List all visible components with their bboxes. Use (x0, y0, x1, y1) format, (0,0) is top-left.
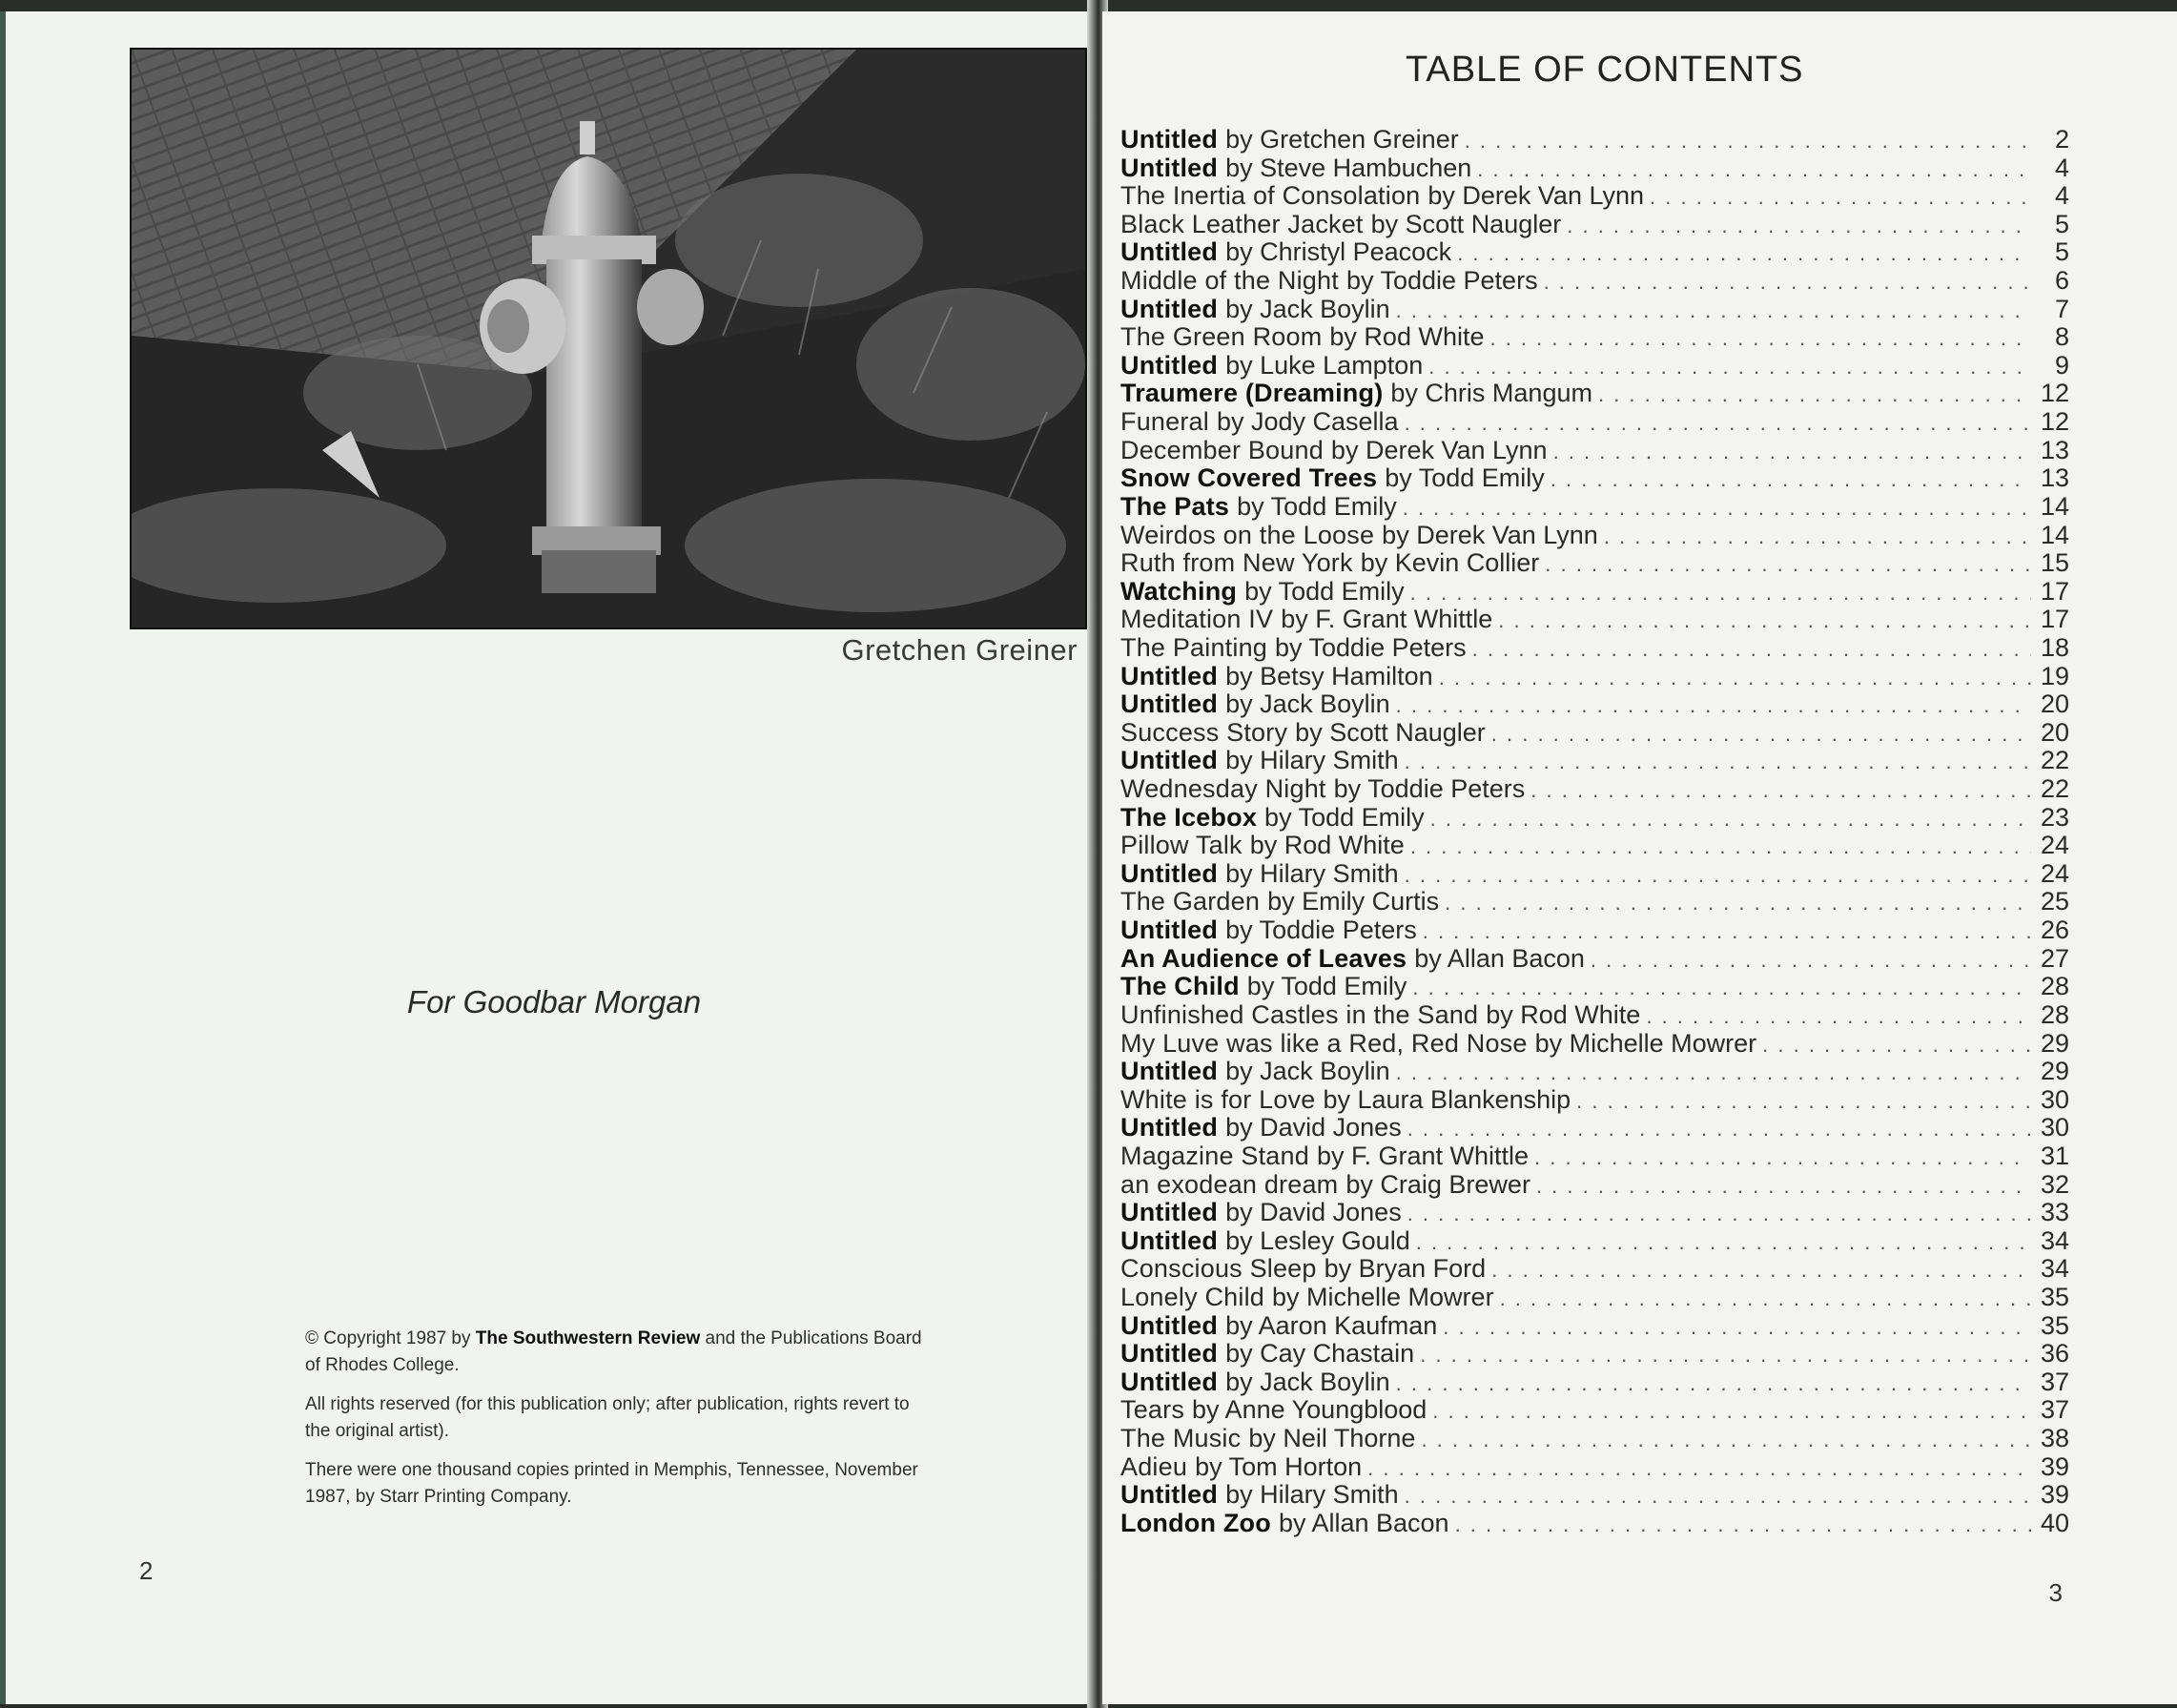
toc-entry (1120, 380, 2069, 408)
toc-entry-author: by Rod White (1329, 322, 1485, 352)
toc-entry-author: by Derek Van Lynn (1330, 435, 1548, 464)
toc-entry-author: by Toddie Peters (1225, 916, 1417, 945)
toc-leader-dots (1477, 155, 2031, 184)
toc-leader-dots (1420, 1341, 2031, 1369)
toc-leader-dots (1576, 1087, 2031, 1116)
toc-title: TABLE OF CONTENTS (1406, 50, 1804, 90)
toc-entry-author: by Toddie Peters (1345, 266, 1538, 296)
toc-entry-author: by Todd Emily (1385, 463, 1545, 493)
toc-entry-author: by Gretchen Greiner (1225, 125, 1459, 154)
toc-entry (1120, 126, 2069, 154)
toc-leader-dots (1534, 1143, 2031, 1172)
fire-hydrant-photo (130, 48, 1087, 629)
toc-entry-page: 38 (2040, 1424, 2069, 1453)
toc-entry-page: 29 (2040, 1057, 2069, 1086)
toc-entry-page: 39 (2040, 1480, 2069, 1510)
toc-entry (1120, 1227, 2069, 1256)
toc-entry-page: 17 (2040, 605, 2069, 634)
toc-entry-author: by Lesley Gould (1225, 1225, 1410, 1255)
toc-leader-dots (1396, 691, 2031, 720)
toc-leader-dots (1396, 1059, 2031, 1087)
toc-entry-author: by Jack Boylin (1225, 1057, 1390, 1086)
toc-entry (1120, 888, 2069, 916)
toc-leader-dots (1472, 635, 2031, 664)
toc-entry (1120, 182, 2069, 211)
toc-leader-dots (1604, 523, 2031, 551)
toc-leader-dots (1650, 183, 2031, 212)
toc-entry-author: by Jack Boylin (1225, 294, 1390, 323)
toc-leader-dots (1455, 1511, 2031, 1539)
toc-entry-author: by Rod White (1249, 831, 1405, 860)
toc-entry-page: 36 (2040, 1339, 2069, 1368)
toc-entry-author: by Cay Chastain (1225, 1339, 1415, 1368)
toc-leader-dots (1405, 1482, 2031, 1511)
toc-entry-page: 20 (2040, 689, 2069, 719)
toc-entry-title: Adieu (1120, 1451, 1188, 1481)
toc-entry-title: The Painting (1120, 632, 1267, 662)
toc-entry (1120, 1114, 2069, 1142)
toc-entry-title: Tears (1120, 1395, 1185, 1425)
toc-leader-dots (1405, 748, 2031, 776)
toc-entry-author: by Derek Van Lynn (1382, 520, 1598, 549)
toc-entry (1120, 1142, 2069, 1171)
toc-entry-page: 14 (2040, 520, 2069, 549)
toc-entry-page: 26 (2040, 916, 2069, 945)
toc-entry-author: by Craig Brewer (1345, 1169, 1530, 1199)
toc-entry-title: Untitled (1120, 1225, 1219, 1255)
toc-entry-page: 12 (2040, 407, 2069, 437)
toc-entry (1120, 1284, 2069, 1312)
toc-entry-page: 35 (2040, 1310, 2069, 1340)
toc-entry-page: 37 (2040, 1395, 2069, 1425)
toc-leader-dots (1423, 917, 2031, 946)
toc-entry-title: The Garden (1120, 887, 1261, 916)
toc-entry-title: Snow Covered Trees (1120, 463, 1378, 493)
toc-entry-title: The Music (1120, 1424, 1242, 1453)
toc-entry (1120, 464, 2069, 493)
toc-entry-author: by Anne Youngblood (1192, 1395, 1427, 1425)
toc-entry (1120, 860, 2069, 889)
toc-entry (1120, 1340, 2069, 1368)
toc-leader-dots (1410, 833, 2031, 861)
toc-entry-title: Meditation IV (1120, 605, 1274, 634)
toc-entry-title: Untitled (1120, 1367, 1219, 1396)
toc-leader-dots (1591, 946, 2031, 975)
toc-leader-dots (1553, 438, 2031, 466)
toc-entry-author: by Steve Hambuchen (1225, 153, 1472, 182)
toc-entry (1120, 1481, 2069, 1510)
toc-entry-author: by Allan Bacon (1414, 943, 1585, 973)
toc-entry-page: 14 (2040, 491, 2069, 521)
toc-leader-dots (1396, 297, 2031, 325)
toc-entry-author: by Todd Emily (1264, 802, 1425, 832)
toc-entry (1120, 1255, 2069, 1284)
toc-entry-title: Funeral (1120, 407, 1209, 437)
toc-leader-dots (1498, 607, 2031, 635)
toc-entry-author: by Toddie Peters (1333, 774, 1526, 804)
toc-leader-dots (1439, 664, 2031, 692)
toc-entry-author: by Laura Blankenship (1323, 1084, 1571, 1114)
toc-entry-title: Middle of the Night (1120, 266, 1339, 296)
toc-entry-author: by Hilary Smith (1225, 858, 1399, 888)
toc-entry (1120, 747, 2069, 775)
toc-leader-dots (1491, 720, 2031, 749)
toc-entry-author: by Jack Boylin (1225, 689, 1390, 719)
toc-entry-title: The Inertia of Consolation (1120, 181, 1421, 211)
toc-entry-title: Untitled (1120, 858, 1219, 888)
toc-entry (1120, 1510, 2069, 1538)
toc-entry (1120, 238, 2069, 267)
toc-entry-page: 15 (2040, 548, 2069, 578)
toc-entry-author: by Betsy Hamilton (1225, 661, 1433, 690)
copyright-block (305, 1326, 934, 1523)
toc-entry-title: Ruth from New York (1120, 548, 1353, 578)
copyright-line (305, 1326, 934, 1379)
toc-entry-page: 18 (2040, 632, 2069, 662)
toc-entry-title: The Green Room (1120, 322, 1323, 352)
toc-entry-title: an exodean dream (1120, 1169, 1339, 1199)
toc-entry-page: 40 (2040, 1508, 2069, 1537)
toc-leader-dots (1457, 239, 2031, 268)
toc-entry-title: Untitled (1120, 1198, 1219, 1227)
toc-entry (1120, 1312, 2069, 1341)
toc-entry-page: 22 (2040, 774, 2069, 804)
toc-leader-dots (1491, 1256, 2031, 1285)
toc-entry-title: The Icebox (1120, 802, 1258, 832)
toc-entry-title: Untitled (1120, 1113, 1219, 1142)
toc-entry-page: 37 (2040, 1367, 2069, 1396)
toc-entry (1120, 1171, 2069, 1200)
toc-entry (1120, 1453, 2069, 1482)
toc-entry-author: by Tom Horton (1195, 1451, 1363, 1481)
toc-entry-page: 20 (2040, 717, 2069, 747)
toc-entry-page: 31 (2040, 1141, 2069, 1170)
toc-entry (1120, 408, 2069, 437)
toc-entry-title: Conscious Sleep (1120, 1254, 1317, 1284)
toc-entry-title: Untitled (1120, 1057, 1219, 1086)
toc-entry (1120, 549, 2069, 578)
toc-leader-dots (1432, 1397, 2031, 1426)
toc-entry-author: by Derek Van Lynn (1427, 181, 1645, 211)
toc-entry (1120, 323, 2069, 352)
toc-entry-title: Weirdos on the Loose (1120, 520, 1375, 549)
toc-leader-dots (1405, 409, 2031, 438)
table-of-contents (1120, 126, 2069, 1537)
toc-entry (1120, 1001, 2069, 1030)
toc-entry-author: by Michelle Mowrer (1534, 1028, 1757, 1058)
toc-leader-dots (1396, 1369, 2031, 1398)
toc-entry-title: My Luve was like a Red, Red Nose (1120, 1028, 1528, 1058)
toc-entry-page: 8 (2054, 322, 2069, 352)
left-page (0, 11, 1097, 1704)
dedication: For Goodbar Morgan (406, 984, 702, 1019)
toc-leader-dots (1428, 353, 2031, 381)
toc-entry (1120, 1396, 2069, 1425)
toc-entry-page: 12 (2040, 379, 2069, 408)
toc-entry-author: by Rod White (1486, 999, 1641, 1029)
toc-leader-dots (1443, 1313, 2031, 1342)
toc-entry (1120, 211, 2069, 239)
toc-entry-page: 9 (2054, 350, 2069, 380)
toc-entry-title: Wednesday Night (1120, 774, 1326, 804)
toc-leader-dots (1646, 1002, 2031, 1031)
toc-entry (1120, 1030, 2069, 1059)
toc-entry-page: 4 (2054, 181, 2069, 211)
toc-entry-title: White is for Love (1120, 1084, 1316, 1114)
copyright-prefix: © Copyright 1987 by (305, 1328, 471, 1348)
toc-entry-page: 30 (2040, 1084, 2069, 1114)
toc-entry-author: by Scott Naugler (1295, 717, 1486, 747)
toc-leader-dots (1405, 861, 2031, 890)
toc-entry-page: 2 (2054, 125, 2069, 154)
toc-entry-page: 23 (2040, 802, 2069, 832)
toc-leader-dots (1465, 127, 2031, 155)
toc-entry-title: Untitled (1120, 689, 1219, 719)
toc-entry-author: by Kevin Collier (1360, 548, 1540, 578)
toc-entry-author: by Michelle Mowrer (1272, 1282, 1494, 1311)
toc-entry-author: by F. Grant Whittle (1281, 605, 1493, 634)
toc-leader-dots (1407, 1200, 2031, 1228)
toc-entry-title: Traumere (Dreaming) (1120, 379, 1384, 408)
toc-entry-author: by Toddie Peters (1275, 632, 1467, 662)
toc-entry-title: Untitled (1120, 1310, 1219, 1340)
toc-entry-title: The Child (1120, 972, 1240, 1001)
toc-leader-dots (1762, 1031, 2031, 1060)
toc-entry-page: 32 (2040, 1169, 2069, 1199)
toc-entry-title: Untitled (1120, 350, 1219, 380)
toc-entry-title: Untitled (1120, 294, 1219, 323)
toc-entry-title: Untitled (1120, 237, 1219, 267)
toc-leader-dots (1530, 776, 2031, 805)
toc-entry-title: The Pats (1120, 491, 1230, 521)
toc-entry (1120, 804, 2069, 833)
toc-entry-author: by Jody Casella (1216, 407, 1399, 437)
toc-entry (1120, 1199, 2069, 1227)
toc-entry-title: Untitled (1120, 661, 1219, 690)
toc-leader-dots (1403, 494, 2031, 523)
toc-entry (1120, 522, 2069, 550)
toc-entry-author: by Neil Thorne (1248, 1424, 1416, 1453)
toc-entry-page: 30 (2040, 1113, 2069, 1142)
toc-entry (1120, 437, 2069, 465)
toc-entry-title: Untitled (1120, 746, 1219, 775)
toc-entry-title: Untitled (1120, 153, 1219, 182)
toc-entry-author: by Jack Boylin (1225, 1367, 1390, 1396)
toc-entry (1120, 578, 2069, 607)
toc-entry-title: Untitled (1120, 125, 1219, 154)
toc-entry-author: by Emily Curtis (1267, 887, 1440, 916)
toc-entry-page: 25 (2040, 887, 2069, 916)
toc-entry-page: 35 (2040, 1282, 2069, 1311)
toc-leader-dots (1407, 1115, 2031, 1143)
toc-entry-author: by Bryan Ford (1324, 1254, 1487, 1284)
toc-entry-page: 29 (2040, 1028, 2069, 1058)
toc-entry-title: Watching (1120, 576, 1238, 606)
toc-leader-dots (1551, 465, 2031, 494)
photo-credit: Gretchen Greiner (841, 633, 1078, 667)
toc-entry (1120, 832, 2069, 860)
toc-entry-page: 34 (2040, 1225, 2069, 1255)
toc-entry-title: Untitled (1120, 1480, 1219, 1510)
toc-entry-title: Magazine Stand (1120, 1141, 1309, 1170)
toc-entry-page: 17 (2040, 576, 2069, 606)
toc-entry-title: Pillow Talk (1120, 831, 1243, 860)
toc-entry-page: 24 (2040, 831, 2069, 860)
toc-entry-title: Unfinished Castles in the Sand (1120, 999, 1479, 1029)
toc-entry-author: by David Jones (1225, 1198, 1402, 1227)
toc-leader-dots (1367, 1454, 2031, 1483)
toc-entry (1120, 606, 2069, 634)
toc-entry (1120, 1425, 2069, 1453)
toc-entry-author: by Hilary Smith (1225, 1480, 1399, 1510)
toc-leader-dots (1567, 212, 2031, 240)
toc-entry-page: 5 (2054, 237, 2069, 267)
toc-entry (1120, 352, 2069, 381)
toc-leader-dots (1412, 974, 2031, 1002)
page-number-right: 3 (2048, 1578, 2063, 1607)
toc-entry (1120, 1086, 2069, 1115)
toc-entry-title: Success Story (1120, 717, 1288, 747)
toc-entry (1120, 154, 2069, 183)
toc-leader-dots (1416, 1228, 2031, 1257)
toc-entry-title: London Zoo (1120, 1508, 1271, 1537)
toc-entry-page: 28 (2040, 972, 2069, 1001)
toc-entry-page: 7 (2054, 294, 2069, 323)
rights-line: All rights reserved (for this publication only; after publication, rights revert to the original artist). (305, 1394, 910, 1441)
toc-entry-author: by Todd Emily (1246, 972, 1407, 1001)
toc-entry (1120, 296, 2069, 324)
toc-entry-page: 24 (2040, 858, 2069, 888)
toc-leader-dots (1544, 268, 2031, 297)
toc-entry-author: by F. Grant Whittle (1316, 1141, 1530, 1170)
toc-entry-author: by Scott Naugler (1370, 209, 1562, 238)
toc-entry-title: An Audience of Leaves (1120, 943, 1407, 973)
toc-entry (1120, 634, 2069, 663)
toc-entry-page: 4 (2054, 153, 2069, 182)
toc-entry (1120, 1058, 2069, 1086)
toc-leader-dots (1545, 550, 2031, 579)
toc-entry-author: by Hilary Smith (1225, 746, 1399, 775)
toc-entry-page: 28 (2040, 999, 2069, 1029)
toc-leader-dots (1421, 1426, 2031, 1454)
toc-entry-page: 13 (2040, 463, 2069, 493)
copyright-suffix: and the Publications Board of Rhodes College. (305, 1328, 922, 1375)
toc-entry (1120, 719, 2069, 748)
toc-entry (1120, 973, 2069, 1001)
toc-entry (1120, 493, 2069, 522)
toc-entry-page: 6 (2054, 266, 2069, 296)
toc-entry (1120, 945, 2069, 974)
toc-leader-dots (1598, 381, 2031, 409)
toc-entry-author: by Todd Emily (1244, 576, 1405, 606)
toc-leader-dots (1445, 889, 2031, 917)
toc-entry-author: by David Jones (1225, 1113, 1402, 1142)
toc-entry (1120, 1368, 2069, 1397)
toc-entry-author: by Christyl Peacock (1225, 237, 1452, 267)
toc-entry-author: by Allan Bacon (1278, 1508, 1449, 1537)
toc-entry-author: by Todd Emily (1237, 491, 1397, 521)
toc-entry (1120, 267, 2069, 296)
toc-entry-page: 33 (2040, 1198, 2069, 1227)
toc-entry-page: 19 (2040, 661, 2069, 690)
toc-entry-title: Untitled (1120, 916, 1219, 945)
toc-leader-dots (1410, 579, 2031, 607)
toc-entry-title: Untitled (1120, 1339, 1219, 1368)
toc-entry-title: Black Leather Jacket (1120, 209, 1364, 238)
page-number-left: 2 (139, 1556, 154, 1585)
toc-entry-author: by Chris Mangum (1390, 379, 1592, 408)
toc-entry-page: 27 (2040, 943, 2069, 973)
toc-entry (1120, 663, 2069, 691)
toc-leader-dots (1489, 324, 2031, 353)
toc-entry (1120, 916, 2069, 945)
toc-entry-page: 13 (2040, 435, 2069, 464)
toc-entry-author: by Luke Lampton (1225, 350, 1424, 380)
toc-entry (1120, 775, 2069, 804)
toc-entry (1120, 690, 2069, 719)
toc-entry-page: 5 (2054, 209, 2069, 238)
toc-entry-title: December Bound (1120, 435, 1324, 464)
toc-entry-title: Lonely Child (1120, 1282, 1264, 1311)
toc-leader-dots (1536, 1172, 2031, 1201)
toc-leader-dots (1500, 1285, 2031, 1313)
publication-name: The Southwestern Review (475, 1328, 701, 1348)
printing-line: There were one thousand copies printed in Memphis, Tennessee, November 1987, by Starr Printing Company. (305, 1460, 918, 1507)
toc-entry-page: 39 (2040, 1451, 2069, 1481)
toc-entry-page: 34 (2040, 1254, 2069, 1284)
toc-entry-author: by Aaron Kaufman (1225, 1310, 1438, 1340)
toc-entry-page: 22 (2040, 746, 2069, 775)
toc-leader-dots (1430, 805, 2031, 833)
